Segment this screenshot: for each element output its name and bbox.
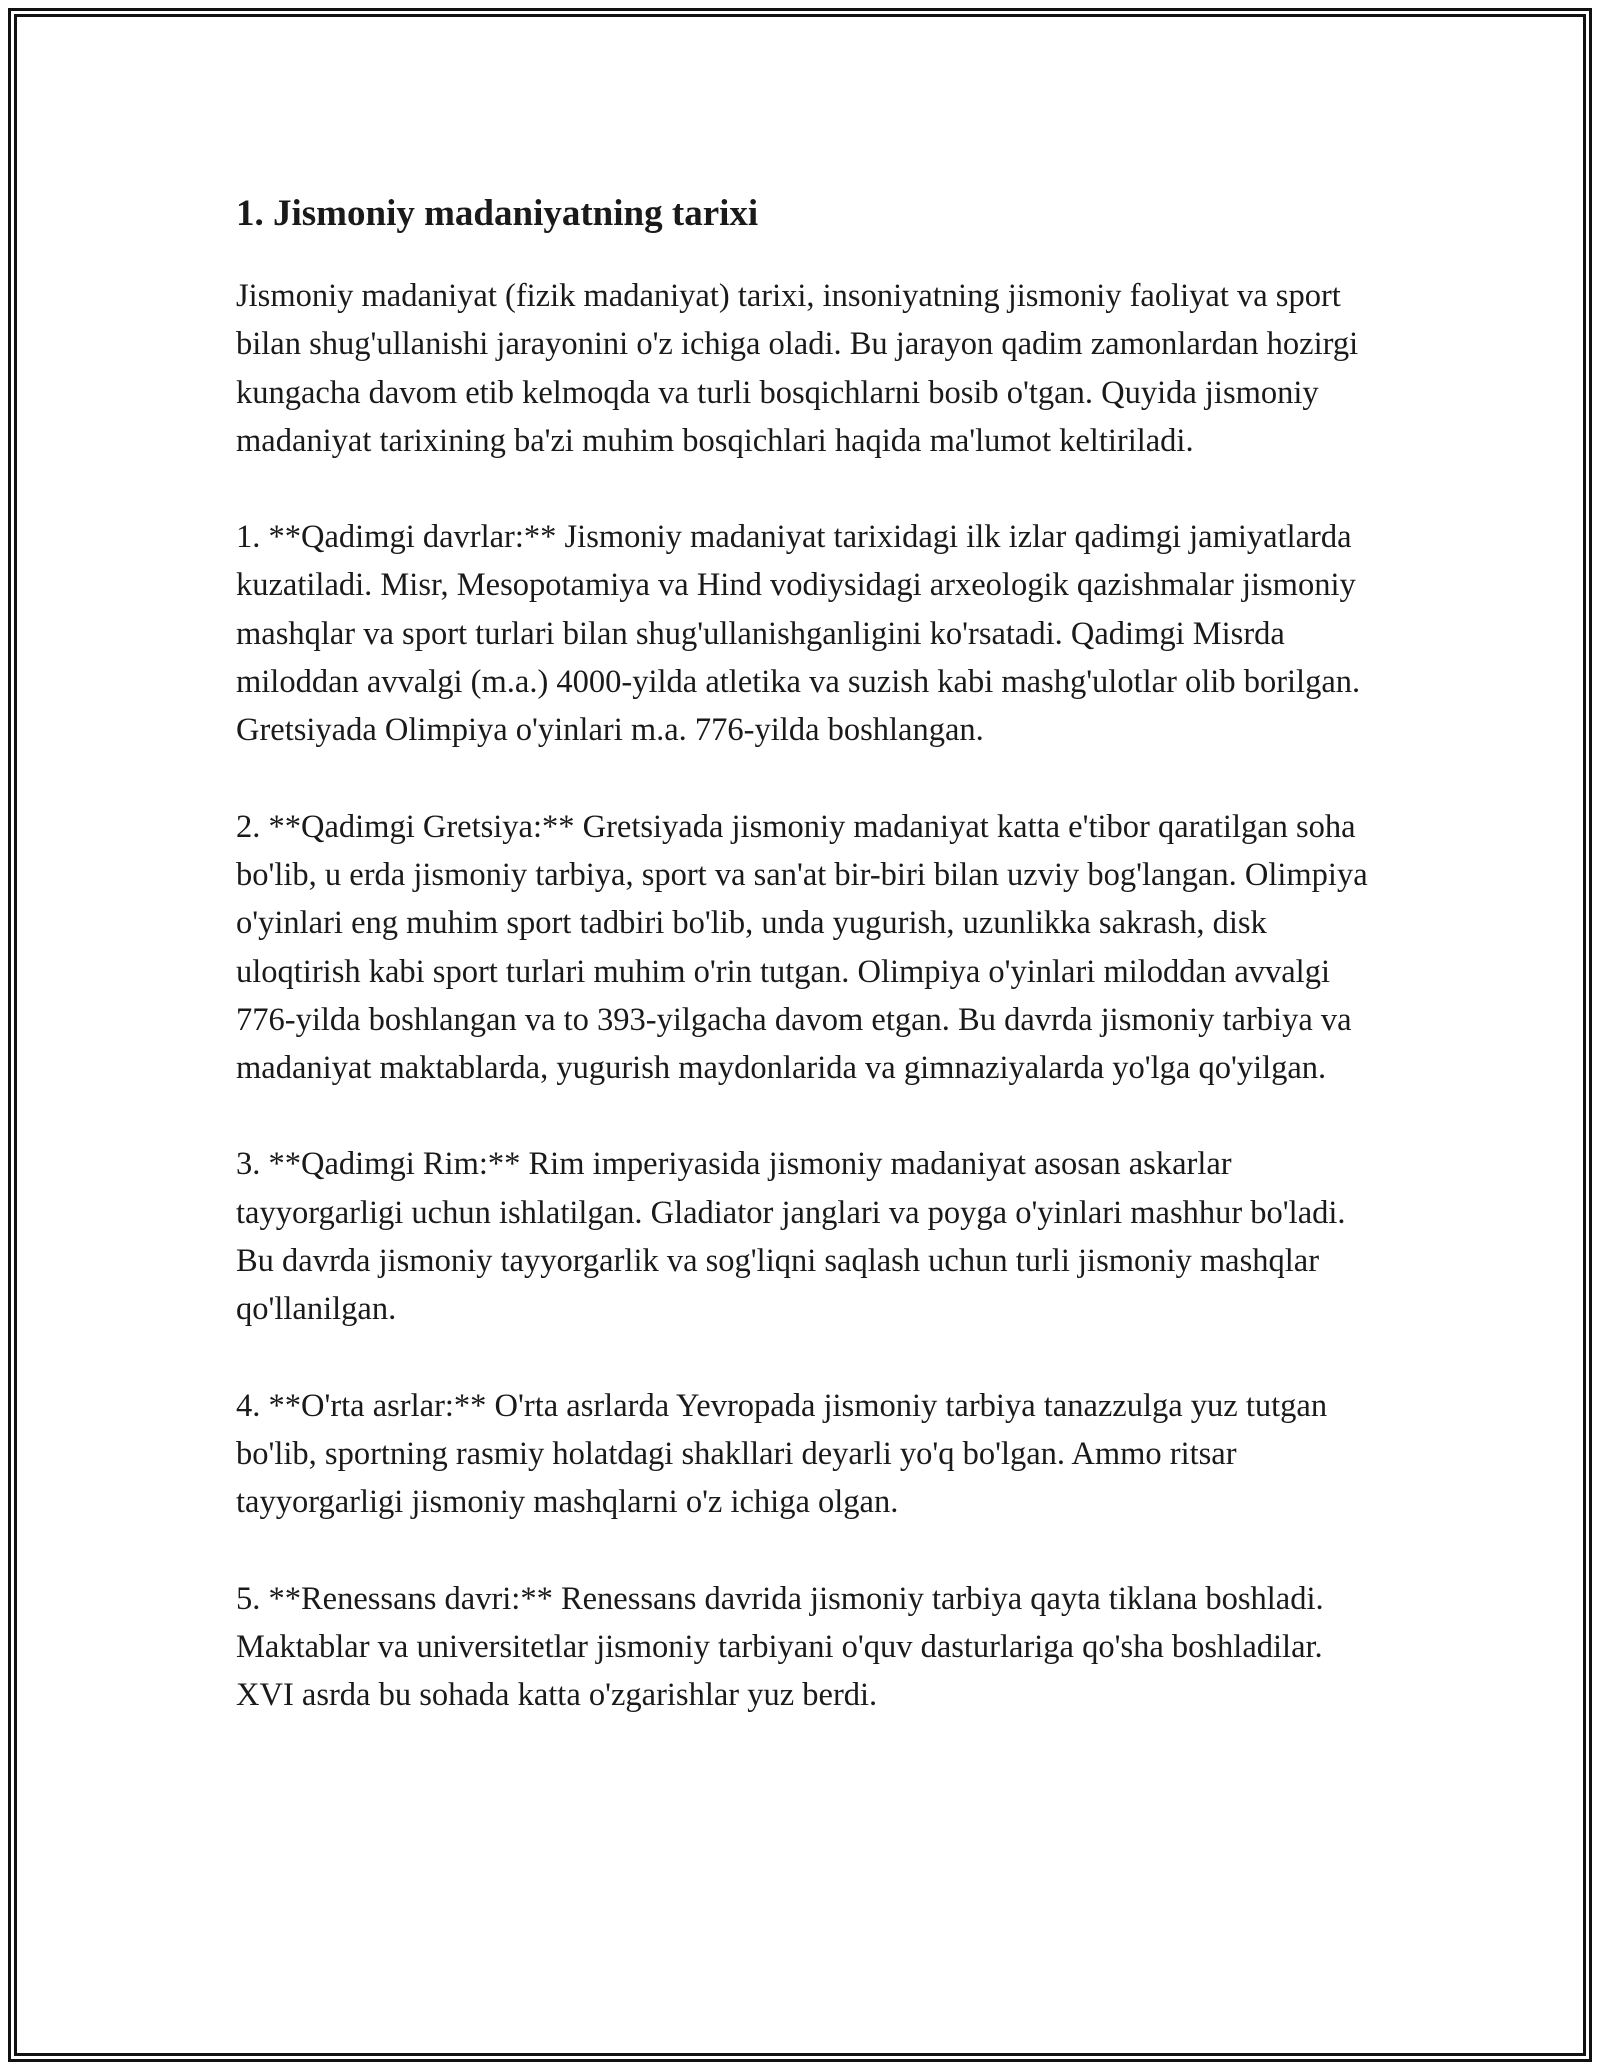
paragraph-ancient-greece: 2. **Qadimgi Gretsiya:** Gretsiyada jismoniy madaniyat katta e'tibor qaratilgan soha bo'lib, u erda jismoniy tarbiya, sport va san'at bir-biri bilan uzviy bog'langan. Olimpiya o'yinlari eng muhim sport tadbiri bo'lib, unda yugurish, uzunlikka sakrash, disk uloqtirish kabi sport turlari muhim o'rin tutgan. Olimpiya o'yinlari miloddan avvalgi 776-yilda boshlangan va to 393-yilgacha davom etgan. Bu davrda jismoniy tarbiya va madaniyat maktablarda, yugurish maydonlarida va gimnaziyalarda yo'lga qo'yilgan. — [236, 808, 1368, 1087]
paragraph-renaissance: 5. **Renessans davri:** Renessans davrida jismoniy tarbiya qayta tiklana boshladi. Maktablar va universitetlar jismoniy tarbiyani o'quv dasturlariga qo'sha boshladilar. XVI asrda bu sohada katta o'zgarishlar yuz berdi. — [236, 1580, 1324, 1714]
intro-paragraph: Jismoniy madaniyat (fizik madaniyat) tarixi, insoniyatning jismoniy faoliyat va sport bilan shug'ullanishi jarayonini o'z ichiga oladi. Bu jarayon qadim zamonlardan hozirgi kungacha davom etib kelmoqda va turli bosqichlarni bosib o'tgan. Quyida jismoniy madaniyat tarixining ba'zi muhim bosqichlari haqida ma'lumot keltiriladi. — [236, 278, 1359, 459]
paragraph-ancient-rome: 3. **Qadimgi Rim:** Rim imperiyasida jismoniy madaniyat asosan askarlar tayyorgarligi uchun ishlatilgan. Gladiator janglari va poyga o'yinlari mashhur bo'ladi. Bu davrda jismoniy tayyorgarlik va sog'liqni saqlash uchun turli jismoniy mashqlar qo'llanilgan. — [236, 1146, 1346, 1328]
document-body — [236, 190, 1376, 1767]
paragraph-middle-ages: 4. **O'rta asrlar:** O'rta asrlarda Yevropada jismoniy tarbiya tanazzulga yuz tutgan bo'lib, sportning rasmiy holatdagi shakllari deyarli yo'q bo'lgan. Ammo ritsar tayyorgarligi jismoniy mashqlarni o'z ichiga olgan. — [236, 1387, 1328, 1521]
paragraph-ancient-times: 1. **Qadimgi davrlar:** Jismoniy madaniyat tarixidagi ilk izlar qadimgi jamiyatlarda kuzatiladi. Misr, Mesopotamiya va Hind vodiysidagi arxeologik qazishmalar jismoniy mashqlar va sport turlari bilan shug'ullanishganligini ko'rsatadi. Qadimgi Misrda miloddan avvalgi (m.a.) 4000-yilda atletika va suzish kabi mashg'ulotlar olib borilgan. Gretsiyada Olimpiya o'yinlari m.a. 776-yilda boshlangan. — [236, 519, 1361, 749]
section-heading: 1. Jismoniy madaniyatning tarixi — [236, 193, 759, 234]
